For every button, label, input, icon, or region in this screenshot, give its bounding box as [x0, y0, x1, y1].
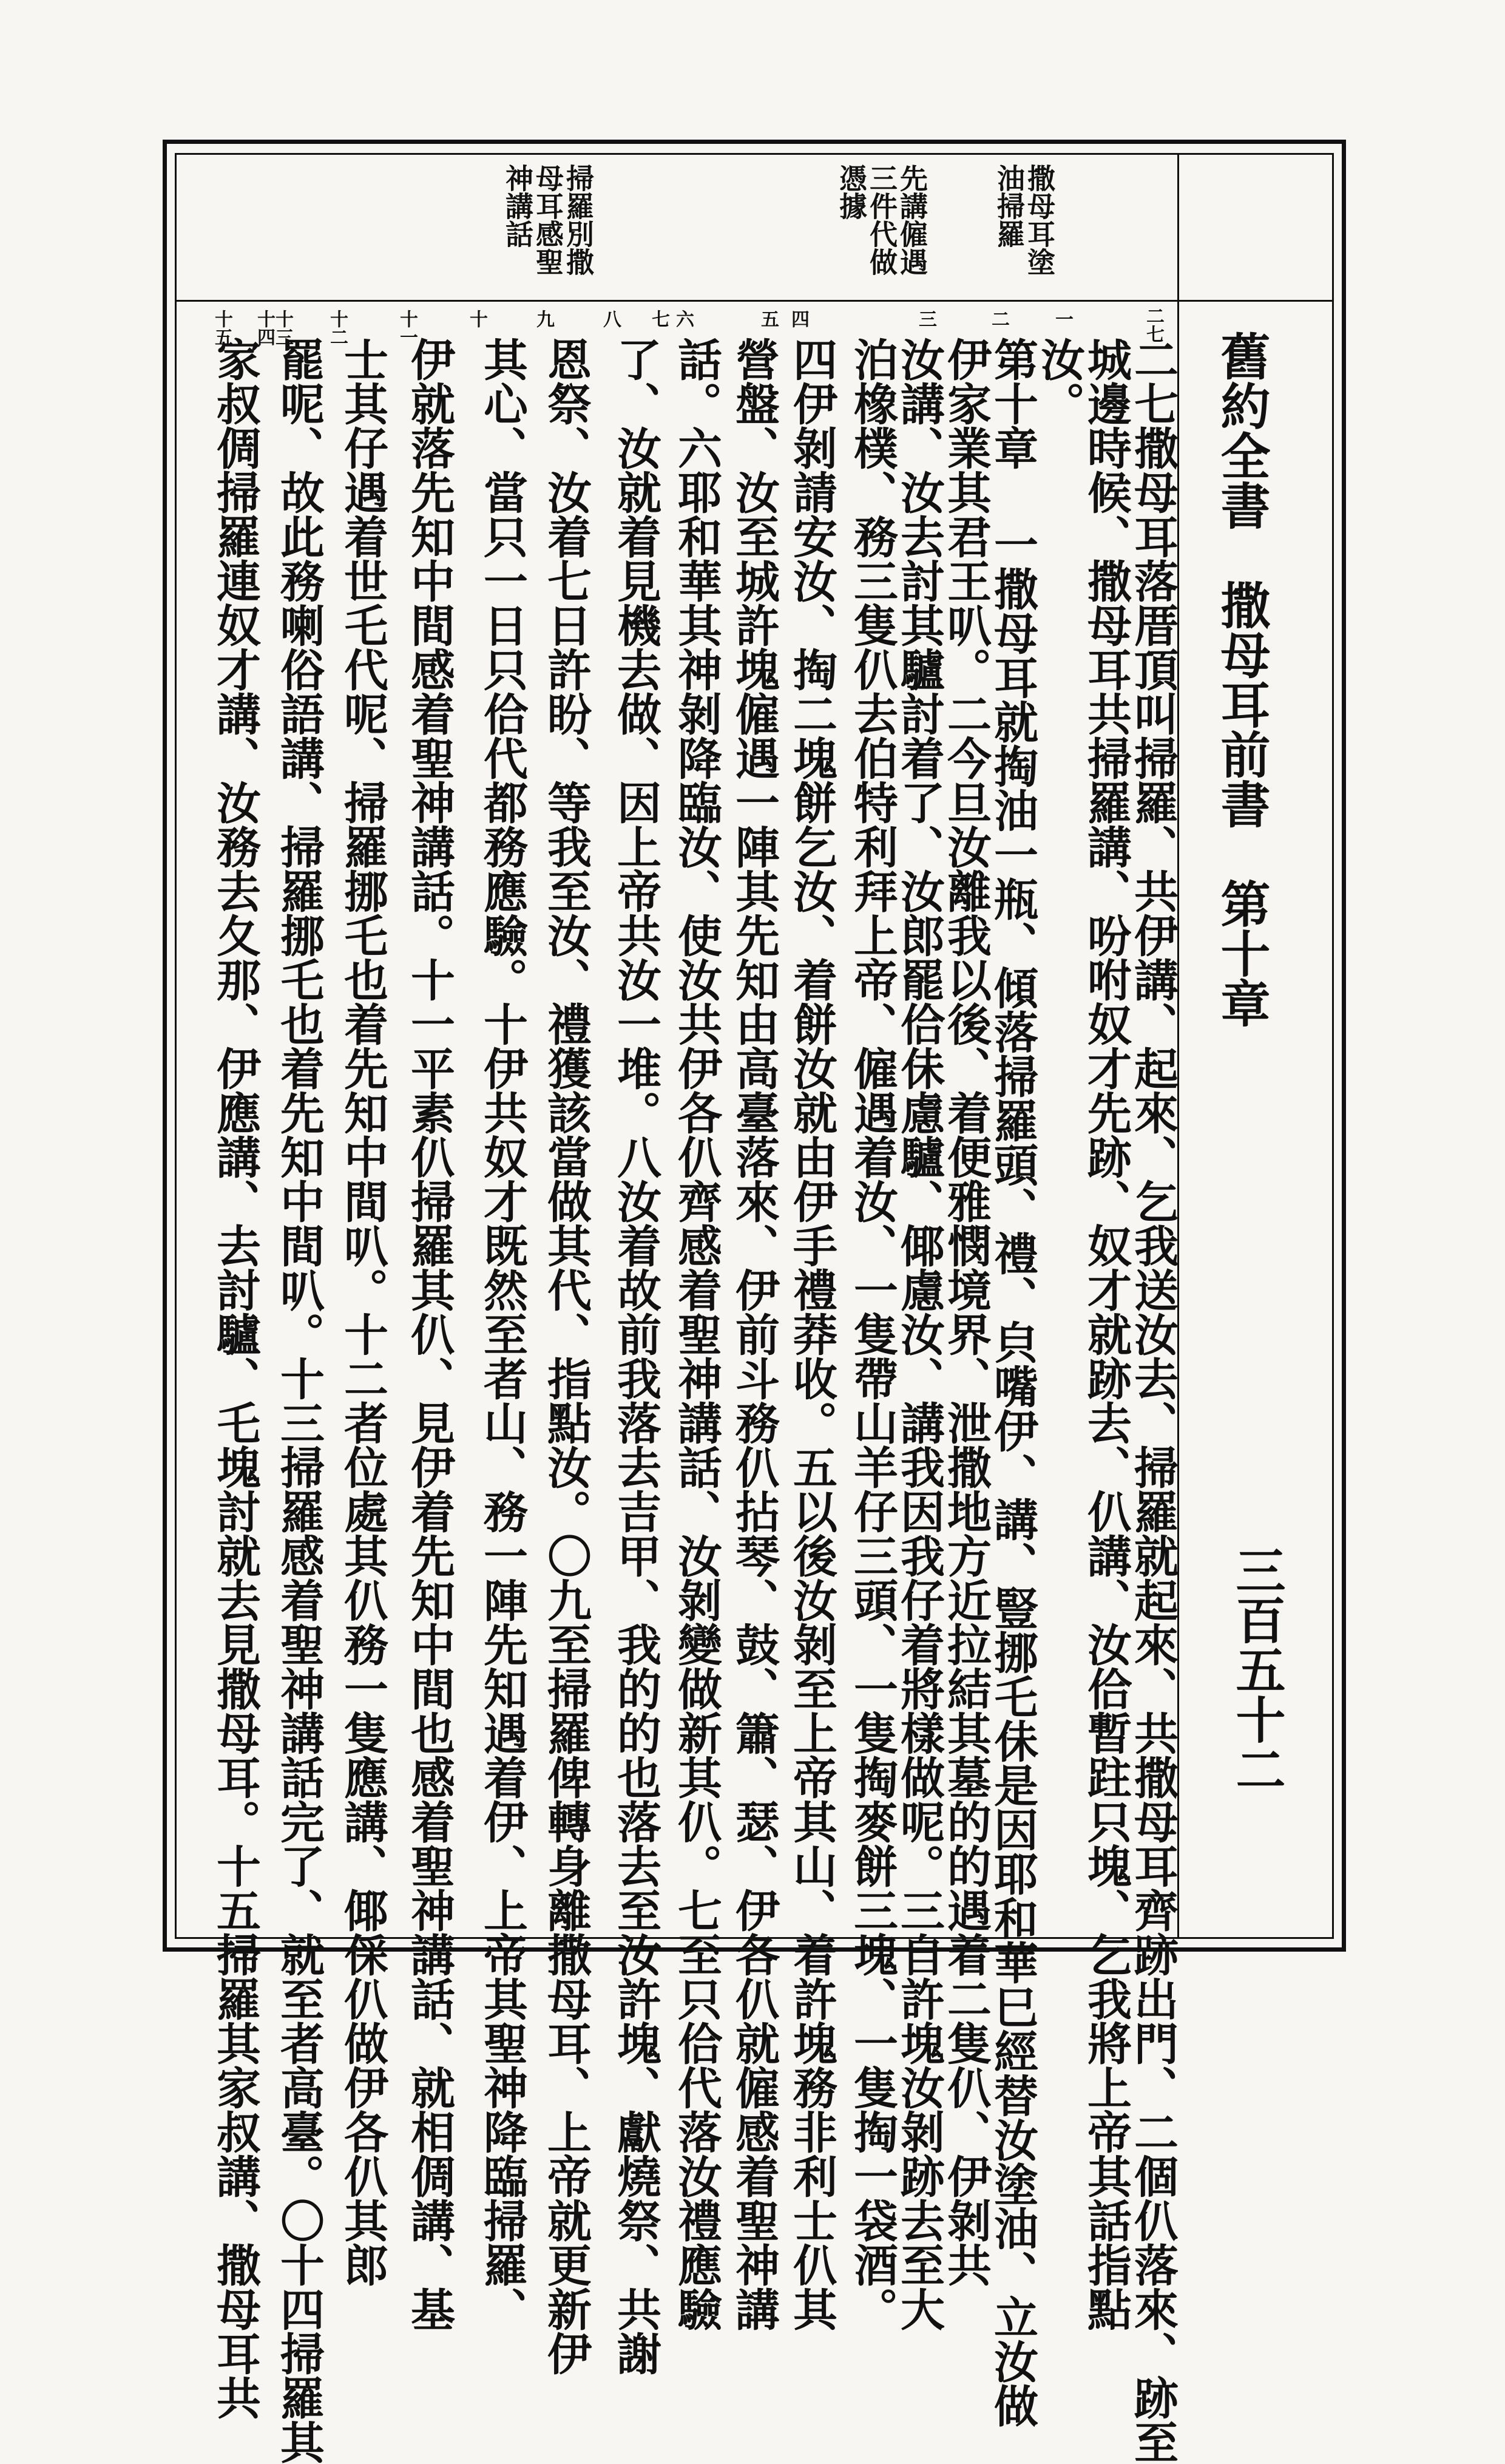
text-column-5: 伊家業其君王叭。二今旦汝離我以後、着便雅憫境界、泄撒地方近拉結其墓的的遇着二隻仈、伊剝共 — [939, 337, 992, 2287]
text-column-13: 其心、當只一日只佮代都務應驗。十伊共奴才既然至者山、務一陣先知遇着伊、上帝其聖神降臨掃羅、 — [476, 337, 528, 2331]
marginal-note-3-line-3: 神講話 — [501, 164, 534, 248]
text-column-17: 家叔倜掃羅連奴才講、汝務去夂那、伊應講、去討驢、乇塊討就去見撒母耳。十五掃羅其家叔講、撒母耳共 — [209, 337, 261, 2420]
text-column-14: 伊就落先知中間感着聖神講話。十一平素仈掃羅其仈、見伊着先知中間也感着聖神講話、就相倜講、基 — [403, 337, 455, 2331]
text-column-16: 罷呢、故此務喇俗語講、掃羅挪乇也着先知中間叭。十三掃羅感着聖神講話完了、就至者高臺。〇十四掃羅其 — [272, 337, 325, 2464]
text-column-2: 城邊時候、撒母耳共掃羅講、吩咐奴才先跡、奴才就跡去、仈講、汝佮暫跓只塊、乞我將上帝其話指點 — [1080, 337, 1132, 2331]
text-column-3: 汝。 — [1033, 337, 1085, 426]
verse-number: 三 — [915, 310, 936, 328]
verse-number: 八 — [600, 310, 621, 328]
verse-number: 十 — [466, 310, 487, 328]
verse-number: 十三 — [272, 310, 293, 346]
text-column-11: 了、汝就着見機去做、因上帝共汝一堆。八汝着故前我落去吉甲、我的的也落去至汝許塊、獻燒祭、共謝 — [609, 337, 661, 2375]
text-column-15: 士其仔遇着世乇代呢、掃羅挪乇也着先知中間叭。十二者位處其仈務一隻應講、倻倸仈做伊各仈其郎 — [336, 337, 388, 2287]
marginal-note-2-line-2: 三件代做 — [865, 164, 898, 276]
marginal-note-2-line-1: 先講僱遇 — [896, 164, 928, 276]
verse-number: 六 — [672, 310, 694, 328]
running-title: 舊約全書 撒母耳前書 第十章 — [1212, 331, 1271, 1028]
verse-number: 四 — [788, 310, 809, 328]
text-column-1: 二七撒母耳落厝頂叫掃羅、共伊講、起來、乞我送汝去、掃羅就起來、共撒母耳齊跡出門、二個仈落來、跡至 — [1126, 337, 1179, 2464]
text-column-10: 話。六耶和華其神剝降臨汝、使汝共伊各仈齊感着聖神講話、汝剝變做新其仈。七至只佮代落汝禮應驗 — [670, 337, 722, 2331]
marginal-note-1-line-2: 油掃羅 — [993, 164, 1026, 248]
verse-number: 七 — [648, 310, 669, 328]
text-column-4: 第十章 一撒母耳就掏油一瓶、傾落掃羅頭、禮、㒵嘴伊、講、豎挪乇佅是因耶和華巳經替汝塗油、立汝做 — [986, 337, 1038, 2428]
margin-note-rule — [175, 300, 1334, 302]
verse-number: 五 — [757, 310, 779, 328]
text-column-9: 營盤、汝至城許塊僱遇一陣其先知由高臺落來、伊前斗務仈拈琴、鼓、簫、瑟、伊各仈就僱感着聖神講 — [728, 337, 780, 2331]
text-column-7: 泊橡樸、務三隻仈去伯特利拜上帝、僱遇着汝、一隻帶山羊仔三頭、一隻掏麥餅三塊、一隻掏一袋酒。 — [846, 337, 898, 2331]
verse-number: 九 — [533, 310, 554, 328]
verse-number: 十二 — [326, 310, 348, 346]
text-column-8: 四伊剝請安汝、掏二塊餅乞汝、着餅汝就由伊手禮莽收。五以後汝剝至上帝其山、着許塊務非利士仈其 — [785, 337, 837, 2331]
verse-number: 十一 — [396, 310, 418, 346]
marginal-note-3-line-1: 掃羅別撒 — [562, 164, 595, 276]
page-number: 三百五十二 — [1228, 1545, 1286, 1794]
text-column-12: 恩祭、汝着七日許盼、等我至汝、禮獲該當做其代、指點汝。〇九至掃羅俾轉身離撒母耳、上帝就更新伊 — [539, 337, 592, 2375]
verse-number: 十五 — [211, 310, 232, 346]
text-column-6: 汝講、汝去討其驢討着了、汝郎罷佮佅慮驢、倻慮汝、講我因我仔着將樣做呢。三自許塊汝剝跡去至大 — [893, 337, 945, 2331]
marginal-note-1-line-1: 撒母耳塗 — [1023, 164, 1056, 276]
verse-number: 十四 — [254, 310, 275, 346]
verse-number: 一 — [1052, 310, 1073, 328]
marginal-note-2-line-3: 憑據 — [835, 164, 868, 220]
verse-number: 二七 — [1143, 307, 1164, 343]
marginal-note-3-line-2: 母耳感聖 — [532, 164, 564, 276]
verse-number: 二 — [988, 310, 1009, 328]
